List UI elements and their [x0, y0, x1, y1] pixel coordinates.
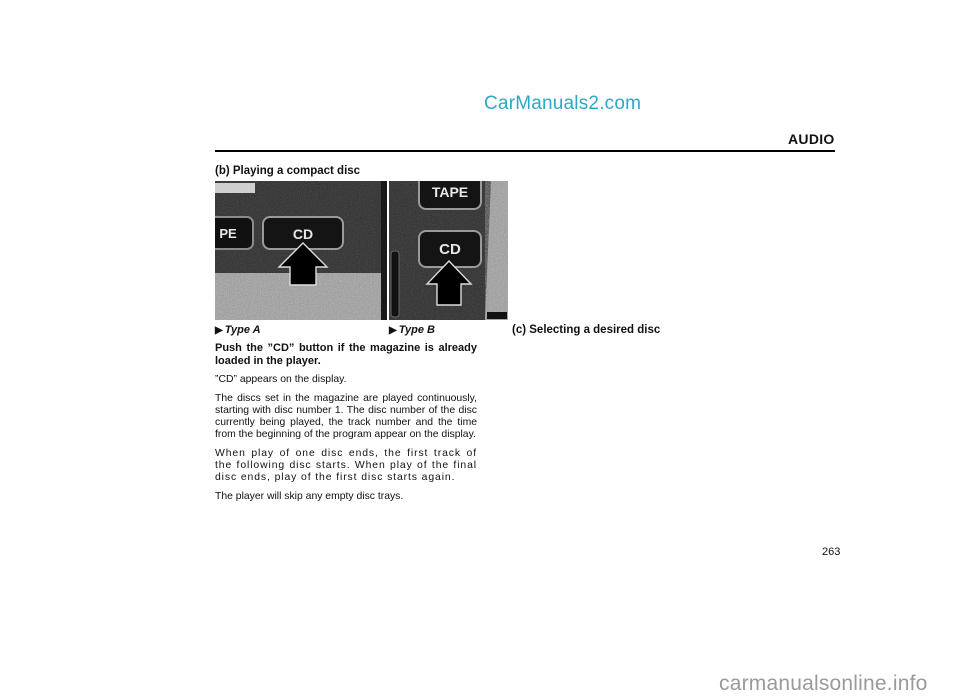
body-text — [215, 342, 477, 510]
photo-type-b — [389, 181, 508, 320]
page-number: 263 — [822, 546, 841, 558]
photo-type-a — [215, 181, 387, 320]
button-label-cd-b: CD — [439, 241, 461, 258]
button-label-cd-a: CD — [292, 226, 314, 242]
caption-type-a — [215, 324, 261, 336]
button-label-tape: TAPE — [431, 184, 469, 200]
watermark-carmanualsonline: carmanualsonline.info — [719, 672, 928, 695]
paragraph-play-ends: When play of one disc ends, the first track of the following disc starts. When play of the final disc ends, play of the first disc starts again. — [215, 448, 477, 483]
paragraph-discs-played: The discs set in the magazine are played continuously, starting with disc number 1. The disc number of the disc currently being played, the track number and the time from the beginning of the program appear on the display. — [215, 393, 477, 440]
caption-type-a-text: Type A — [224, 324, 261, 336]
watermark-carmanuals2: CarManuals2.com — [484, 93, 642, 114]
instruction-text: Push the ”CD” button if the magazine is already loaded in the player. — [215, 342, 477, 367]
paragraph-cd-appears: ”CD” appears on the display. — [215, 374, 347, 385]
paragraph-skip-empty: The player will skip any empty disc trays. — [215, 491, 404, 502]
triangle-bullet-icon: ▶ — [215, 325, 223, 336]
section-header-audio: AUDIO — [788, 131, 835, 147]
caption-type-b — [389, 324, 435, 336]
button-label-pe: PE — [219, 226, 237, 241]
heading-selecting-desired-disc: (c) Selecting a desired disc — [512, 324, 661, 336]
caption-type-b-text: Type B — [398, 324, 435, 336]
heading-playing-compact-disc: (b) Playing a compact disc — [215, 165, 361, 177]
header-rule — [215, 150, 835, 152]
triangle-bullet-icon: ▶ — [389, 325, 397, 336]
